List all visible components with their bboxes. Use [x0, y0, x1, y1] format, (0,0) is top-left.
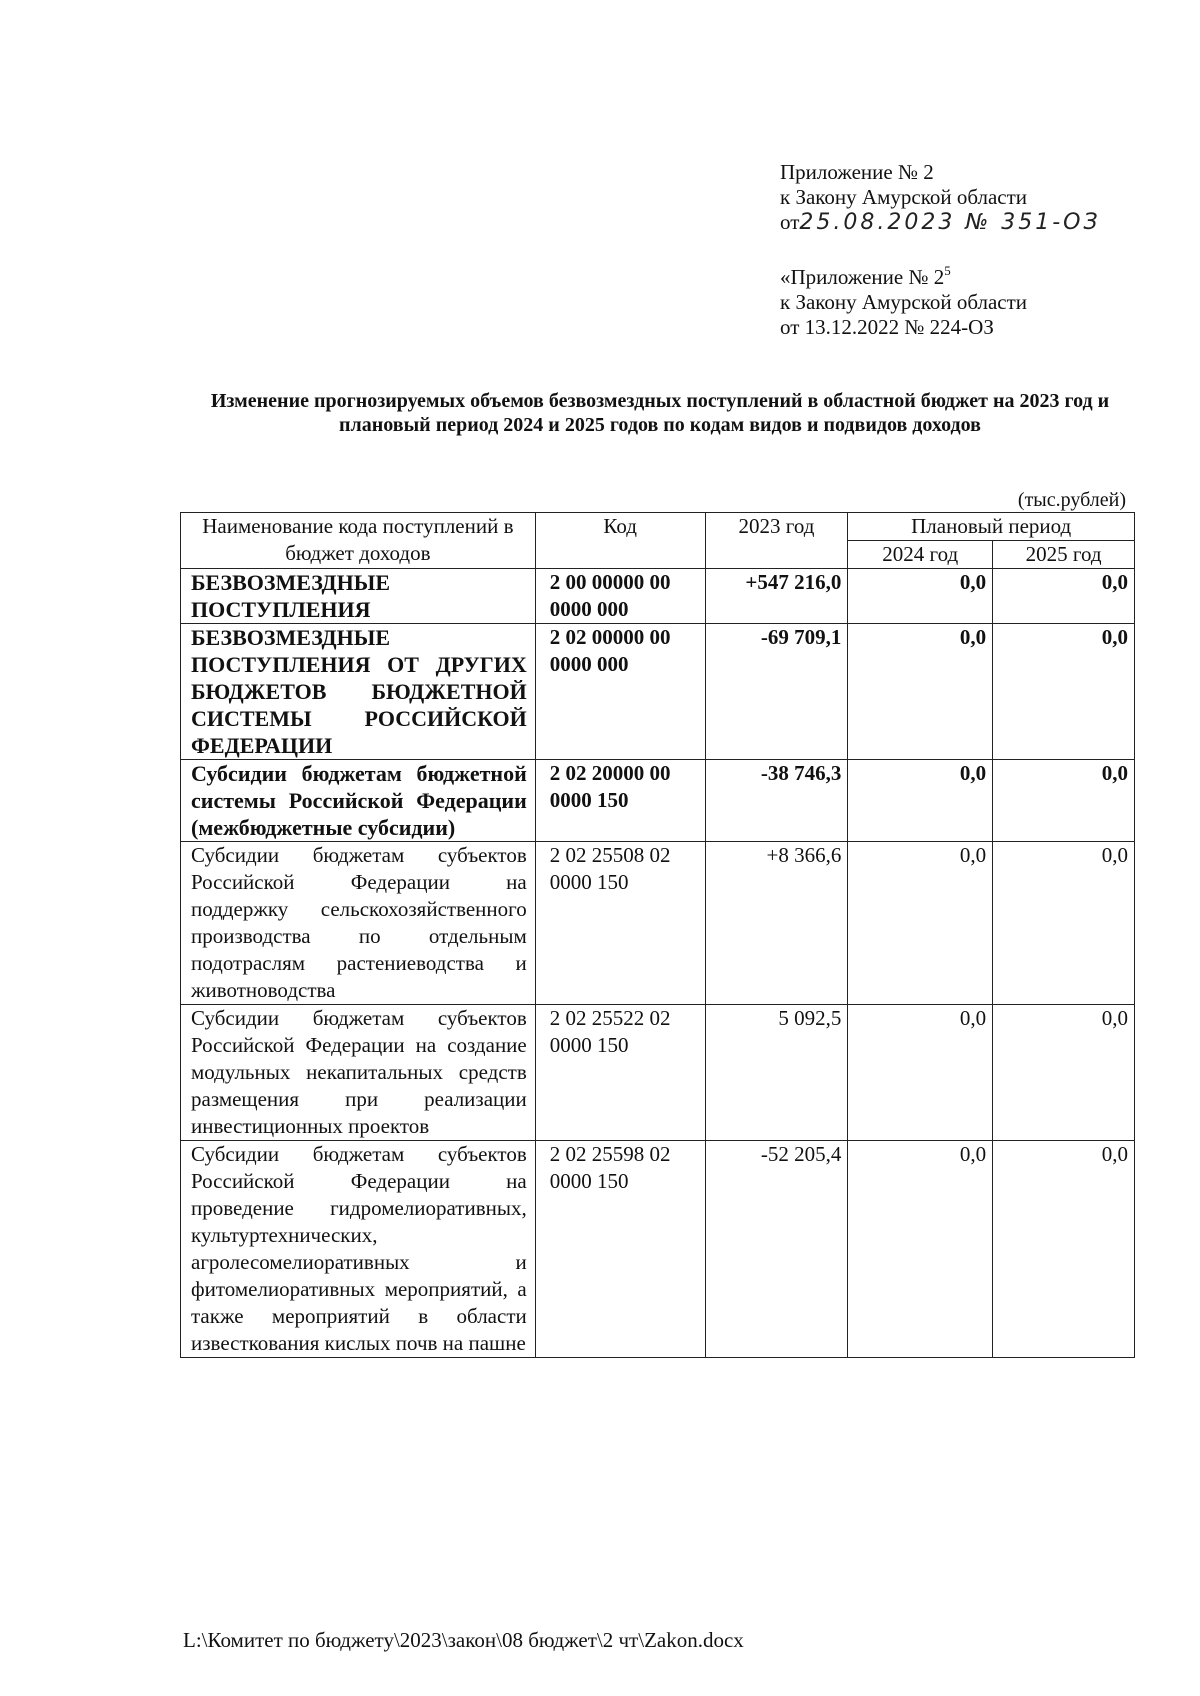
cell-2024: 0,0: [848, 1005, 993, 1141]
cell-code: 2 02 20000 00 0000 150: [535, 760, 705, 842]
amended-appendix-date: от 13.12.2022 № 224-ОЗ: [780, 315, 994, 339]
cell-2023: +547 216,0: [705, 569, 848, 624]
amended-appendix-law: к Закону Амурской области: [780, 290, 1028, 314]
appendix-law: к Закону Амурской области: [780, 185, 1028, 209]
cell-2025: 0,0: [993, 842, 1135, 1005]
cell-2024: 0,0: [848, 1141, 993, 1358]
header-2023: 2023 год: [705, 513, 848, 569]
appendix-date-prefix: от: [780, 210, 800, 234]
cell-code: 2 02 25508 02 0000 150: [535, 842, 705, 1005]
appendix-header: [780, 160, 1101, 235]
cell-2023: +8 366,6: [705, 842, 848, 1005]
cell-2025: 0,0: [993, 1141, 1135, 1358]
revenue-table: [180, 512, 1135, 1358]
header-code: Код: [535, 513, 705, 569]
cell-2023: -69 709,1: [705, 624, 848, 760]
table-row: [181, 1141, 1135, 1358]
header-planned-period: Плановый период: [848, 513, 1135, 541]
superscript: 5: [944, 263, 951, 278]
handwritten-date: 25.08.2023 № 351-ОЗ: [799, 210, 1101, 235]
header-name: Наименование кода поступлений в бюджет доходов: [181, 513, 536, 569]
cell-2025: 0,0: [993, 760, 1135, 842]
cell-2023: 5 092,5: [705, 1005, 848, 1141]
table-row: [181, 624, 1135, 760]
table-row: [181, 842, 1135, 1005]
cell-2024: 0,0: [848, 842, 993, 1005]
amended-appendix: [780, 265, 1027, 340]
cell-2025: 0,0: [993, 569, 1135, 624]
cell-name: Субсидии бюджетам бюджетной системы Российской Федерации (межбюджетные субсидии): [181, 760, 536, 842]
cell-2023: -38 746,3: [705, 760, 848, 842]
cell-name: БЕЗВОЗМЕЗДНЫЕ ПОСТУПЛЕНИЯ ОТ ДРУГИХ БЮДЖЕТОВ БЮДЖЕТНОЙ СИСТЕМЫ РОССИЙСКОЙ ФЕДЕРАЦИИ: [181, 624, 536, 760]
cell-code: 2 02 00000 00 0000 000: [535, 624, 705, 760]
header-2024: 2024 год: [848, 541, 993, 569]
cell-2024: 0,0: [848, 624, 993, 760]
cell-name: Субсидии бюджетам субъектов Российской Федерации на проведение гидромелиоративных, культуртехнических, агролесомелиоративных и фитомелиоративных мероприятий, а также мероприятий в области известкования кислых почв на пашне: [181, 1141, 536, 1358]
cell-code: 2 00 00000 00 0000 000: [535, 569, 705, 624]
cell-name: БЕЗВОЗМЕЗДНЫЕ ПОСТУПЛЕНИЯ: [181, 569, 536, 624]
cell-2024: 0,0: [848, 760, 993, 842]
cell-2025: 0,0: [993, 624, 1135, 760]
header-2025: 2025 год: [993, 541, 1135, 569]
cell-code: 2 02 25598 02 0000 150: [535, 1141, 705, 1358]
table-row: [181, 760, 1135, 842]
file-path-footer: L:\Комитет по бюджету\2023\закон\08 бюджет\2 чт\Zakon.docx: [183, 1628, 744, 1652]
cell-2024: 0,0: [848, 569, 993, 624]
cell-name: Субсидии бюджетам субъектов Российской Федерации на поддержку сельскохозяйственного производства по отдельным подотраслям растениеводства и животноводства: [181, 842, 536, 1005]
table-row: [181, 1005, 1135, 1141]
amended-appendix-title: «Приложение № $2^5$: [780, 263, 951, 289]
document-title: Изменение прогнозируемых объемов безвозмездных поступлений в областной бюджет на 2023 год и плановый период 2024 и 2025 годов по кодам видов и подвидов доходов: [210, 390, 1110, 436]
appendix-title: Приложение № 2: [780, 160, 934, 184]
cell-2023: -52 205,4: [705, 1141, 848, 1358]
units-label: (тыс.рублей): [1017, 489, 1126, 511]
table-row: [181, 569, 1135, 624]
cell-name: Субсидии бюджетам субъектов Российской Федерации на создание модульных некапитальных средств размещения при реализации инвестиционных проектов: [181, 1005, 536, 1141]
appendix-date-line: [780, 210, 1101, 235]
cell-code: 2 02 25522 02 0000 150: [535, 1005, 705, 1141]
cell-2025: 0,0: [993, 1005, 1135, 1141]
